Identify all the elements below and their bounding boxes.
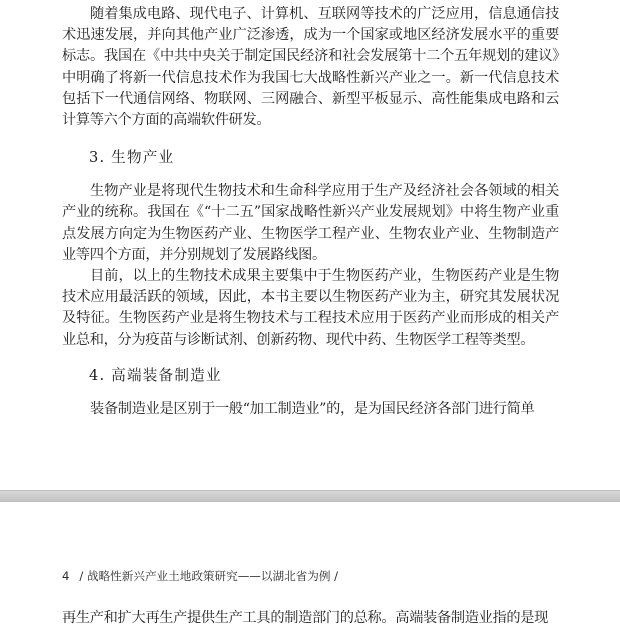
page-separator — [0, 490, 620, 502]
paragraph-info-tech: 随着集成电路、现代电子、计算机、互联网等技术的广泛应用，信息通信技术迅速发展，并向其他产业广泛渗透，成为一个国家或地区经济发展水平的重要标志。我国在《中共中央关于制定国民经济和社会发展第十二个五年规划的建议》中明确了将新一代信息技术作为我国七大战略性新兴产业之一。新一代信息技术包括下一代通信网络、物联网、三网融合、新型平板显示、高性能集成电路和云计算等六个方面的高端软件研发。 — [62, 6, 559, 129]
page-number: 4 — [62, 569, 70, 583]
section-heading-equipment-manufacturing: 4. 高端装备制造业 — [89, 366, 222, 384]
paragraph-equipment-manufacturing: 装备制造业是区别于一般“加工制造业”的，是为国民经济各部门进行简单 — [90, 400, 535, 417]
document-page-bottom — [0, 502, 620, 629]
running-header — [62, 568, 338, 584]
paragraph-biomedicine: 目前，以上的生物技术成果主要集中于生物医药产业，生物医药产业是生物技术应用最活跃的领域，因此，本书主要以生物医药产业为主，研究其发展状况及特征。生物医药产业是将生物技术与工程技术应用于医药产业而形成的相关产业总和，分为疫苗与诊断试剂、创新药物、现代中药、生物医学工程等类型。 — [62, 268, 559, 348]
page-body — [62, 4, 559, 420]
paragraph-continued: 再生产和扩大再生产提供生产工具的制造部门的总称。高端装备制造业指的是现 — [62, 610, 549, 626]
running-header-title: / 战略性新兴产业土地政策研究——以湖北省为例 / — [79, 569, 339, 583]
paragraph-bio-industry: 生物产业是将现代生物技术和生命科学应用于生产及经济社会各领域的相关产业的统称。我国在《“十二五”国家战略性新兴产业发展规划》中将生物产业重点发展方向定为生物医药产业、生物医学工程产业、生物农业产业、生物制造产业等四个方面，并分别规划了发展路线图。 — [62, 183, 559, 263]
section-heading-bio-industry: 3. 生物产业 — [89, 149, 175, 167]
